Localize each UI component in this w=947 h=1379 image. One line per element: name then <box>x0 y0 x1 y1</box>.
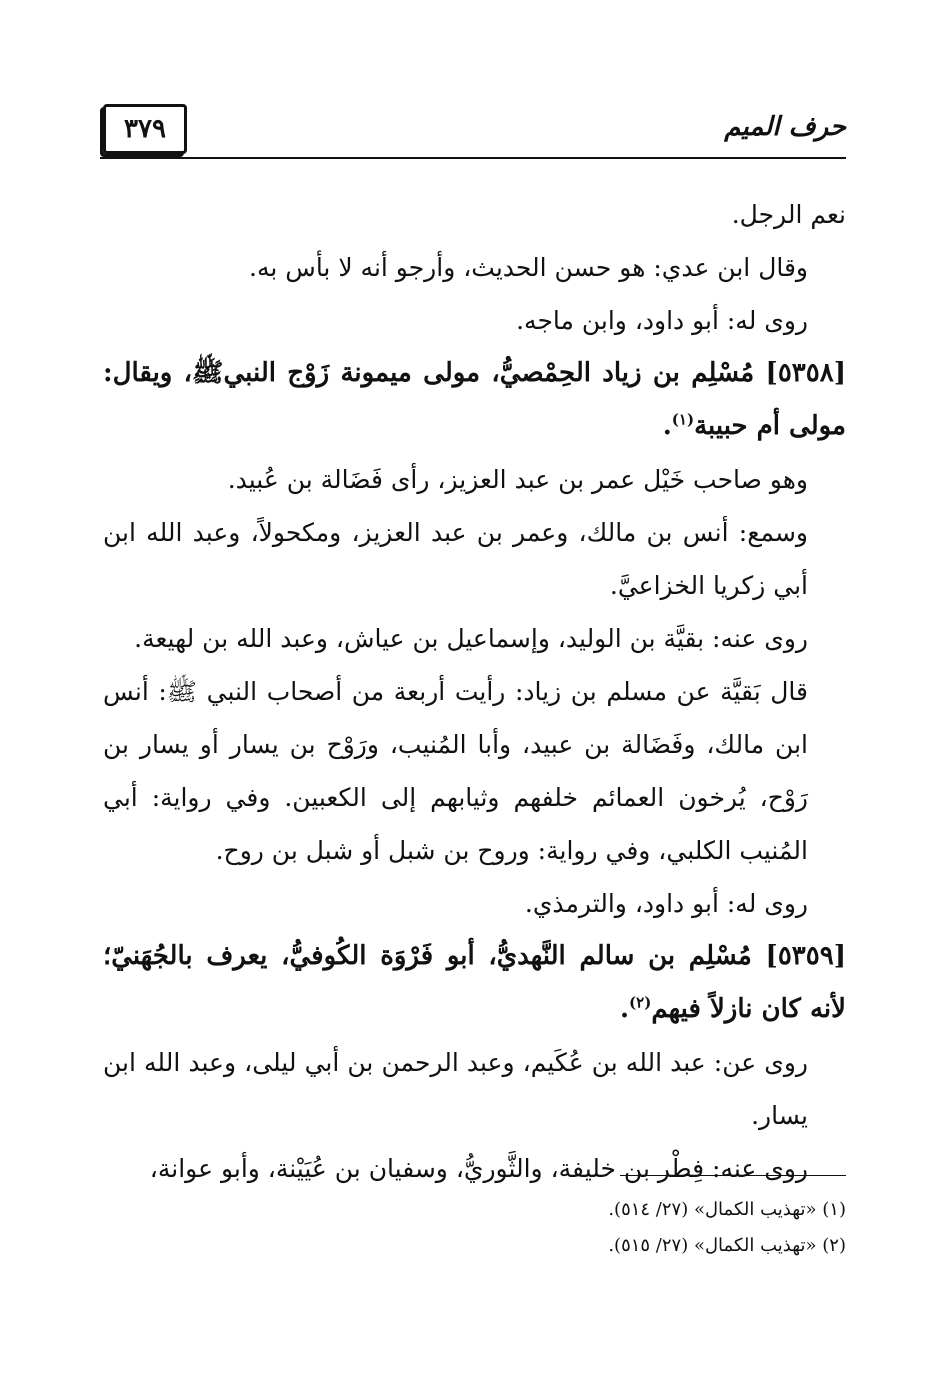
footnote-ref-2: (٢) <box>629 993 652 1012</box>
footnote-divider <box>620 1175 846 1176</box>
paragraph: روى عنه: بقيَّة بن الوليد، وإسماعيل بن عياش، وعبد الله بن لهيعة. <box>134 624 808 653</box>
paragraph: وقال ابن عدي: هو حسن الحديث، وأرجو أنه لا بأس به. <box>249 253 808 282</box>
paragraph: روى له: أبو داود، والترمذي. <box>524 889 808 918</box>
paragraph: روى عن: عبد الله بن عُكَيم، وعبد الرحمن بن أبي ليلى، وعبد الله ابن يسار. <box>103 1048 808 1130</box>
paragraph: روى له: أبو داود، وابن ماجه. <box>516 306 808 335</box>
footnote-2: (٢) «تهذيب الكمال» (٢٧/ ٥١٥). <box>608 1235 846 1256</box>
page-header <box>100 100 846 162</box>
header-rule <box>100 157 846 159</box>
entry-heading-text: [٥٣٥٨] مُسْلِم بن زياد الحِمْصيُّ، مولى ميمونة زَوْج النبيﷺ، ويقال: مولى أم حبيبة <box>103 358 846 441</box>
paragraph: قال بَقيَّة عن مسلم بن زياد: رأيت أربعة من أصحاب النبي ﷺ: أنس ابن مالك، وفَضَالة بن عبيد، وأبا المُنيب، ورَوْح بن يسار أو يسار بن رَوْح، يُرخون العمائم خلفهم وثيابهم إلى الكعبين. وفي رواية: أبي المُنيب الكلبي، وفي رواية: وروح بن شبل أو شبل بن روح. <box>103 677 808 865</box>
footnote-1: (١) «تهذيب الكمال» (٢٧/ ٥١٤). <box>608 1199 846 1220</box>
paragraph: وهو صاحب خَيْل عمر بن عبد العزيز، رأى فَضَالة بن عُبيد. <box>227 465 808 494</box>
paragraph: روى عنه: فِطْر بن خليفة، والثَّوريُّ، وسفيان بن عُيَيْنة، وأبو عوانة، <box>149 1154 808 1183</box>
footnote-ref-1: (١) <box>671 410 695 429</box>
footnotes <box>103 1192 846 1264</box>
running-head: حرف الميم <box>724 112 846 142</box>
entry-heading-end: . <box>619 994 630 1024</box>
entry-heading-text: [٥٣٥٩] مُسْلِم بن سالم النَّهديُّ، أبو فَرْوَة الكُوفيُّ، يعرف بالجُهَنيّ؛ لأنه كان نازلاً فيهم <box>103 941 846 1024</box>
paragraph: وسمع: أنس بن مالك، وعمر بن عبد العزيز، ومكحولاً، وعبد الله ابن أبي زكريا الخزاعيَّ. <box>103 518 808 600</box>
main-text <box>103 188 846 1195</box>
paragraph: نعم الرجل. <box>731 200 846 229</box>
entry-heading-end: . <box>662 411 672 441</box>
entry-heading-5358 <box>103 347 846 453</box>
entry-heading-5359 <box>103 930 846 1036</box>
page-number: ٣٧٩ <box>103 104 187 154</box>
